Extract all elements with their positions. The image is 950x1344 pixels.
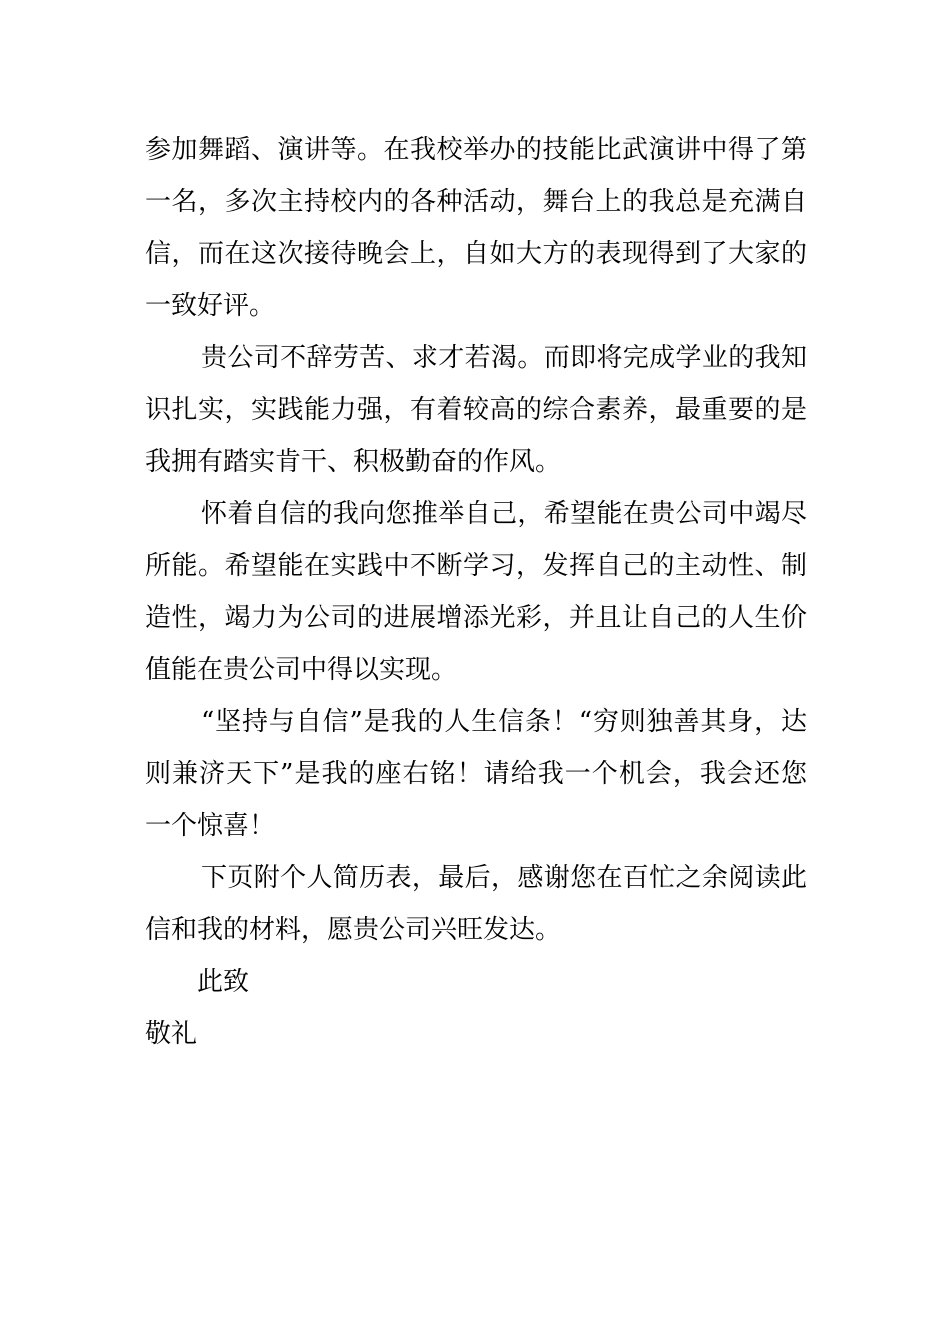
paragraph-motto: “坚持与自信”是我的人生信条！“穷则独善其身，达则兼济天下”是我的座右铭！请给我一个机会，我会还您一个惊喜！ — [145, 707, 807, 841]
paragraph-continuation: 参加舞蹈、演讲等。在我校举办的技能比武演讲中得了第一名，多次主持校内的各种活动，舞台上的我总是充满自信，而在这次接待晚会上，自如大方的表现得到了大家的一致好评。 — [145, 135, 807, 321]
paragraph-company-praise: 贵公司不辞劳苦、求才若渴。而即将完成学业的我知识扎实，实践能力强，有着较高的综合素养，最重要的是我拥有踏实肯干、积极勤奋的作风。 — [145, 343, 807, 477]
closing-salutation: 此致 — [197, 967, 250, 997]
letter-body — [145, 124, 807, 1060]
paragraph-self-recommendation: 怀着自信的我向您推举自己，希望能在贵公司中竭尽所能。希望能在实践中不断学习，发挥自己的主动性、制造性，竭力为公司的进展增添光彩，并且让自己的人生价值能在贵公司中得以实现。 — [145, 499, 807, 685]
closing-regards: 敬礼 — [145, 1019, 198, 1049]
paragraph-thanks: 下页附个人简历表，最后，感谢您在百忙之余阅读此信和我的材料，愿贵公司兴旺发达。 — [145, 863, 807, 945]
